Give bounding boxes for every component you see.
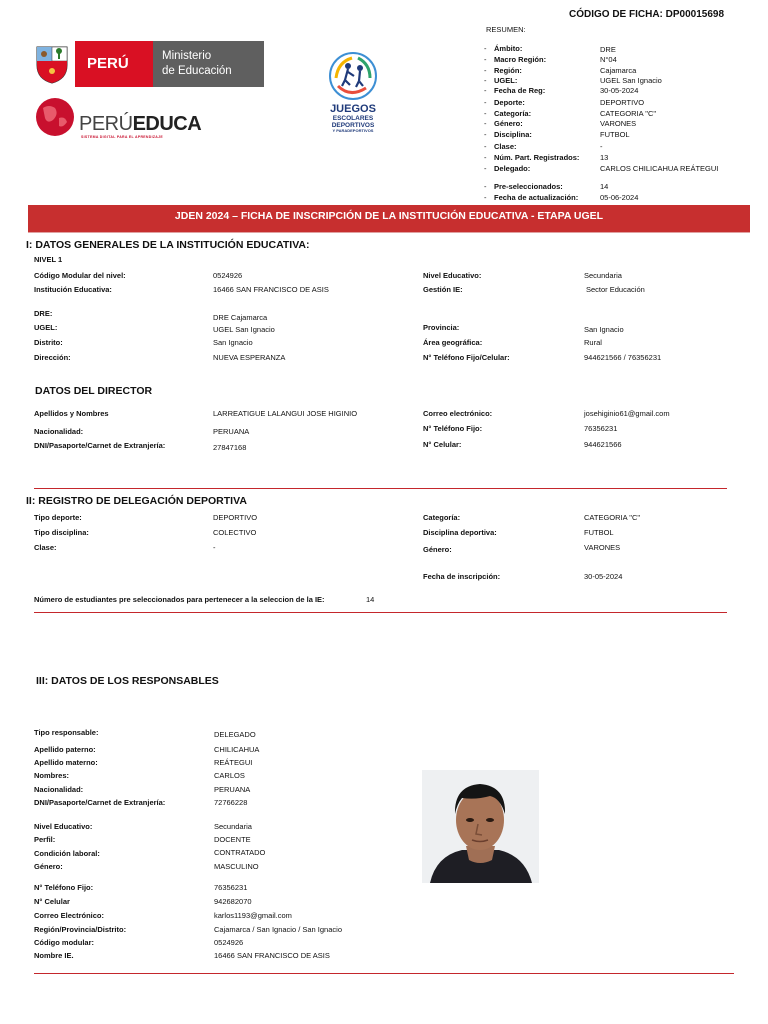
resp-value: 16466 SAN FRANCISCO DE ASIS (214, 951, 330, 960)
provincia-label: Provincia: (423, 323, 460, 332)
resp-label: Nombres: (34, 771, 70, 780)
director-dni-label: DNI/Pasaporte/Carnet de Extranjería: (34, 441, 166, 450)
telefono-value: 944621566 / 76356231 (584, 353, 662, 362)
section-1-title: I: DATOS GENERALES DE LA INSTITUCIÓN EDUCATIVA: (26, 239, 310, 251)
telefono-label: N° Teléfono Fijo/Celular: (423, 353, 510, 362)
nivel-educativo-value: Secundaria (584, 271, 622, 280)
dre-value: DRE Cajamarca (213, 313, 268, 322)
juegos-emblem-icon (328, 50, 378, 102)
director-nacionalidad-label: Nacionalidad: (34, 427, 84, 436)
resp-value: REÁTEGUI (214, 758, 253, 767)
distrito-value: San Ignacio (213, 338, 253, 347)
form-title-banner: JDEN 2024 – FICHA DE INSCRIPCIÓN DE LA INSTITUCIÓN EDUCATIVA - ETAPA UGEL (28, 205, 750, 232)
resp-value: CHILICAHUA (214, 745, 260, 754)
summary-row: - Ámbito: DRE (484, 44, 616, 54)
resp-label: Apellido materno: (34, 758, 98, 767)
summary-row: - Pre-seleccionados: 14 (484, 182, 609, 191)
resp-value: CARLOS (214, 771, 245, 780)
ugel-label: UGEL: (34, 323, 58, 332)
nivel-label: NIVEL 1 (34, 255, 63, 264)
categoria-label: Categoría: (423, 513, 461, 522)
perueduca-text-a: PERÚ (79, 113, 133, 135)
summary-row: - Clase: - (484, 142, 603, 151)
resp-label: Género: (34, 862, 63, 871)
resp-label: Correo Electrónico: (34, 911, 105, 920)
globe-icon (33, 96, 77, 138)
ministerio-logo (33, 41, 264, 87)
perueduca-logo (33, 96, 202, 144)
summary-row: - Fecha de actualización: 05-06-2024 (484, 193, 639, 202)
summary-row: - Núm. Part. Registrados: 13 (484, 153, 609, 162)
area-value: Rural (584, 338, 602, 347)
juegos-escolares-logo (322, 50, 384, 142)
preseleccion-value: 14 (366, 595, 375, 604)
summary-row: - Género: VARONES (484, 119, 637, 128)
resp-label: Nombre IE. (34, 951, 74, 960)
resp-value: 76356231 (214, 883, 248, 892)
resp-label: N° Teléfono Fijo: (34, 883, 94, 892)
summary-row: - Disciplina: FUTBOL (484, 130, 630, 139)
juegos-text-1: JUEGOS (330, 103, 376, 115)
genero-label: Género: (423, 545, 452, 554)
gestion-label: Gestión IE: (423, 285, 463, 294)
resp-value: DELEGADO (214, 730, 256, 739)
summary-row: - Región: Cajamarca (484, 66, 637, 75)
gestion-value: Sector Educación (586, 285, 645, 294)
ficha-code: CÓDIGO DE FICHA: DP00015698 (569, 9, 725, 20)
disciplina-label: Disciplina deportiva: (423, 528, 497, 537)
director-correo-value: josehiginio61@gmail.com (584, 409, 670, 418)
director-tel-fijo-value: 76356231 (584, 424, 618, 433)
tipo-deporte-value: DEPORTIVO (213, 513, 258, 522)
perueduca-text-b: EDUCA (132, 113, 202, 135)
resp-value: 0524926 (214, 938, 244, 947)
fecha-inscripcion-value: 30-05-2024 (584, 572, 623, 581)
resp-value: Cajamarca / San Ignacio / San Ignacio (214, 925, 342, 934)
resumen-label: RESUMEN: (486, 25, 526, 34)
categoria-value: CATEGORIA "C" (584, 513, 641, 522)
summary-row: - Fecha de Reg: 30-05-2024 (484, 86, 639, 95)
responsable-photo (422, 770, 539, 883)
disciplina-value: FUTBOL (584, 528, 614, 537)
tipo-deporte-label: Tipo deporte: (34, 513, 82, 522)
resp-value: CONTRATADO (214, 848, 266, 857)
tipo-disciplina-value: COLECTIVO (213, 528, 257, 537)
resp-value: DOCENTE (214, 835, 251, 844)
resp-label: Nivel Educativo: (34, 822, 93, 831)
director-title: DATOS DEL DIRECTOR (35, 385, 153, 397)
summary-row: - Delegado: CARLOS CHILICAHUA REÁTEGUI (484, 164, 719, 173)
director-celular-value: 944621566 (584, 440, 622, 449)
director-nombres-label: Apellidos y Nombres (34, 409, 109, 418)
summary-row: - Categoría: CATEGORIA "C" (484, 109, 657, 118)
clase-value: - (213, 543, 216, 552)
director-celular-label: N° Celular: (423, 440, 462, 449)
dre-label: DRE: (34, 309, 53, 318)
provincia-value: San Ignacio (584, 325, 624, 334)
juegos-text-3: DEPORTIVOS (331, 121, 375, 129)
tipo-disciplina-label: Tipo disciplina: (34, 528, 89, 537)
ugel-value: UGEL San Ignacio (213, 325, 275, 334)
section-3-title: III: DATOS DE LOS RESPONSABLES (36, 675, 219, 687)
resp-value: PERUANA (214, 785, 251, 794)
perueduca-tagline: SISTEMA DIGITAL PARA EL APRENDIZAJE (81, 135, 163, 139)
institucion-value: 16466 SAN FRANCISCO DE ASIS (213, 285, 329, 294)
juegos-text-4: Y PARADEPORTIVOS (332, 128, 374, 133)
divider (34, 612, 727, 613)
codigo-modular-label: Código Modular del nivel: (34, 271, 126, 280)
juegos-text-2: ESCOLARES (332, 115, 374, 122)
summary-row: - Macro Región: N°04 (484, 55, 617, 64)
summary-row: - Deporte: DEPORTIVO (484, 98, 645, 107)
resp-label: DNI/Pasaporte/Carnet de Extranjería: (34, 798, 166, 807)
director-dni-value: 27847168 (213, 443, 247, 452)
divider (34, 488, 727, 489)
resp-label: Región/Provincia/Distrito: (34, 925, 127, 934)
fecha-inscripcion-label: Fecha de inscripción: (423, 572, 501, 581)
resp-label: N° Celular (34, 897, 70, 906)
resp-value: karlos1193@gmail.com (214, 911, 292, 920)
director-correo-label: Correo electrónico: (423, 409, 493, 418)
section-2-title: II: REGISTRO DE DELEGACIÓN DEPORTIVA (26, 495, 247, 507)
nivel-educativo-label: Nivel Educativo: (423, 271, 482, 280)
institucion-label: Institución Educativa: (34, 285, 112, 294)
resp-value: 72766228 (214, 798, 248, 807)
preseleccion-label: Número de estudiantes pre seleccionados para pertenecer a la seleccion de la IE: (34, 595, 325, 604)
divider (34, 973, 734, 974)
director-nombres-value: LARREATIGUE LALANGUI JOSE HIGINIO (213, 409, 358, 418)
director-nacionalidad-value: PERUANA (213, 427, 250, 436)
ministerio-brand-block: Ministerio de Educación (153, 41, 264, 87)
resp-label: Nacionalidad: (34, 785, 84, 794)
peru-brand-block: PERÚ (75, 41, 153, 87)
resp-label: Código modular: (34, 938, 94, 947)
direccion-value: NUEVA ESPERANZA (213, 353, 286, 362)
resp-label: Perfil: (34, 835, 56, 844)
area-label: Área geográfica: (423, 338, 483, 347)
resp-value: Secundaria (214, 822, 252, 831)
resp-value: MASCULINO (214, 862, 259, 871)
resp-label: Tipo responsable: (34, 728, 99, 737)
distrito-label: Distrito: (34, 338, 63, 347)
peru-shield-icon (33, 43, 71, 85)
director-tel-fijo-label: N° Teléfono Fijo: (423, 424, 483, 433)
clase-label: Clase: (34, 543, 57, 552)
resp-label: Condición laboral: (34, 849, 100, 858)
codigo-modular-value: 0524926 (213, 271, 243, 280)
resp-label: Apellido paterno: (34, 745, 96, 754)
resp-value: 942682070 (214, 897, 252, 906)
direccion-label: Dirección: (34, 353, 71, 362)
genero-value: VARONES (584, 543, 621, 552)
summary-row: - UGEL: UGEL San Ignacio (484, 76, 662, 85)
